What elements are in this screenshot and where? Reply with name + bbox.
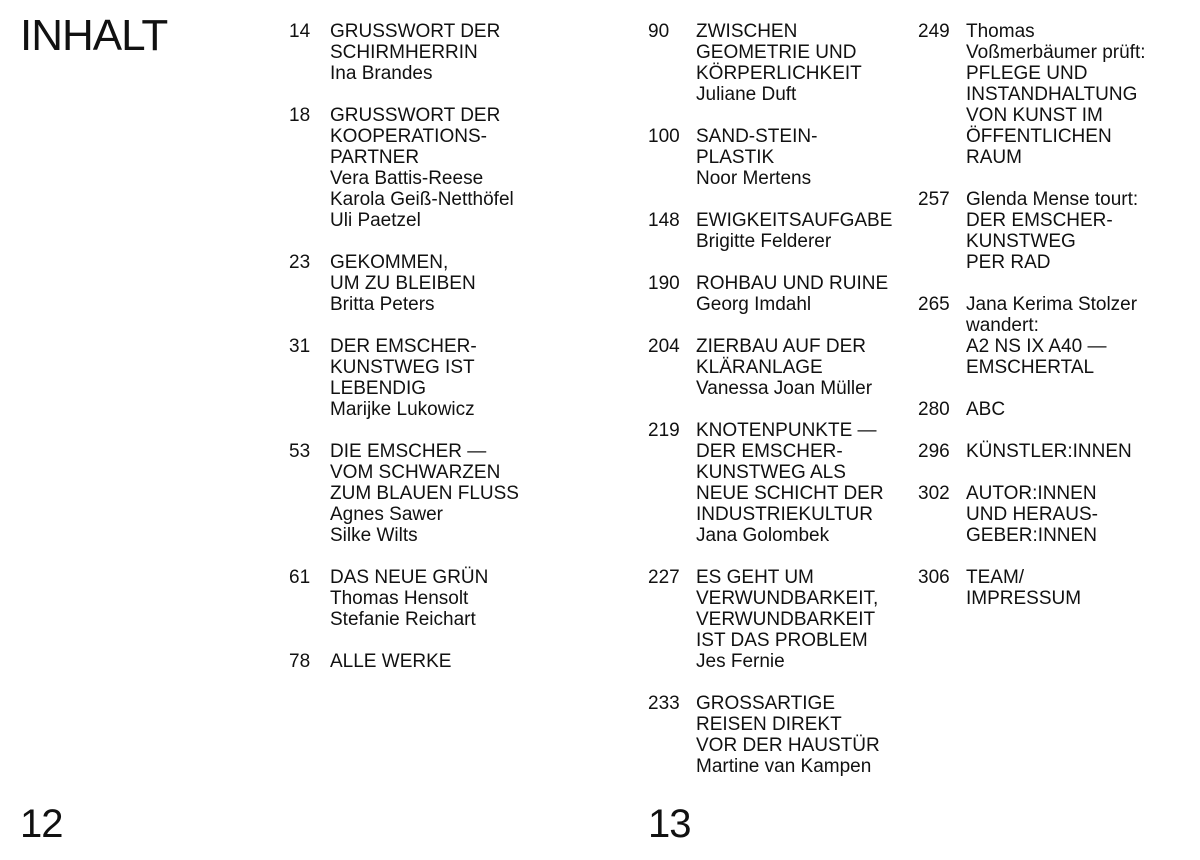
toc-page-number: 233 (648, 693, 680, 714)
toc-title: TEAM/ IMPRESSUM (966, 567, 1082, 609)
toc-author: Georg Imdahl (696, 294, 812, 315)
page-title: INHALT (20, 11, 168, 60)
toc-entry-body (966, 483, 1193, 546)
toc-author: Vera Battis-Reese (330, 168, 484, 189)
toc-page-number: 249 (918, 21, 950, 42)
toc-entry-body (330, 252, 589, 315)
toc-author: Marijke Lukowicz (330, 399, 475, 420)
toc-author: Martine van Kampen (696, 756, 872, 777)
toc-title: SAND-STEIN- PLASTIK (696, 126, 818, 168)
toc-entry-body (696, 420, 918, 546)
toc-entry (918, 567, 1193, 609)
toc-entry-body (696, 336, 918, 399)
toc-entry (648, 567, 918, 672)
toc-entry-body (330, 441, 589, 546)
toc-entry (918, 21, 1193, 168)
toc-entry-body (696, 693, 918, 777)
toc-page-number: 219 (648, 420, 680, 441)
toc-author: Britta Peters (330, 294, 435, 315)
toc-column-3 (918, 21, 1193, 630)
toc-entry (648, 336, 918, 399)
toc-page-number: 18 (289, 105, 311, 126)
page-number-right: 13 (648, 802, 691, 846)
toc-entry (289, 252, 589, 315)
toc-title: ES GEHT UM VERWUNDBARKEIT, VERWUNDBARKEIT IST DAS PROBLEM (696, 567, 879, 651)
toc-column-2 (648, 21, 918, 798)
toc-column-1 (289, 21, 589, 693)
toc-author: Stefanie Reichart (330, 609, 476, 630)
toc-entry (289, 441, 589, 546)
toc-page-number: 227 (648, 567, 680, 588)
toc-author: Vanessa Joan Müller (696, 378, 873, 399)
toc-entry (289, 651, 589, 672)
toc-entry-body (330, 21, 589, 84)
toc-author: Jes Fernie (696, 651, 785, 672)
toc-page-number: 306 (918, 567, 950, 588)
toc-title: ZIERBAU AUF DER KLÄRANLAGE (696, 336, 866, 378)
toc-page-number: 148 (648, 210, 680, 231)
toc-page-number: 61 (289, 567, 311, 588)
toc-entry-body (696, 21, 918, 105)
page-number-left: 12 (20, 802, 63, 846)
toc-author: Ina Brandes (330, 63, 433, 84)
toc-title: GROSSARTIGE REISEN DIREKT VOR DER HAUSTÜR (696, 693, 880, 756)
toc-author: Agnes Sawer (330, 504, 444, 525)
toc-title: Glenda Mense tourt: DER EMSCHER- KUNSTWEG PER RAD (966, 189, 1139, 273)
toc-author: Karola Geiß-Netthöfel (330, 189, 514, 210)
toc-entry-body (330, 651, 589, 672)
toc-title: ABC (966, 399, 1006, 420)
toc-page-number: 53 (289, 441, 311, 462)
toc-author: Silke Wilts (330, 525, 418, 546)
toc-title: ZWISCHEN GEOMETRIE UND KÖRPERLICHKEIT (696, 21, 862, 84)
toc-entry (918, 441, 1193, 462)
toc-entry-body (330, 105, 589, 231)
toc-entry-body (330, 336, 589, 420)
toc-title: KÜNSTLER:INNEN (966, 441, 1132, 462)
toc-title: ROHBAU UND RUINE (696, 273, 889, 294)
toc-page-number: 280 (918, 399, 950, 420)
toc-entry (289, 21, 589, 84)
toc-entry-body (966, 189, 1193, 273)
toc-entry-body (696, 567, 918, 672)
toc-author: Uli Paetzel (330, 210, 421, 231)
toc-author: Noor Mertens (696, 168, 812, 189)
toc-title: GRUSSWORT DER SCHIRMHERRIN (330, 21, 501, 63)
toc-page-number: 31 (289, 336, 311, 357)
toc-entry-body (696, 210, 918, 252)
toc-title: DIE EMSCHER — VOM SCHWARZEN ZUM BLAUEN FLUSS (330, 441, 519, 504)
toc-page-number: 23 (289, 252, 311, 273)
toc-title: GEKOMMEN, UM ZU BLEIBEN (330, 252, 476, 294)
toc-page-number: 14 (289, 21, 311, 42)
toc-title: GRUSSWORT DER KOOPERATIONS- PARTNER (330, 105, 501, 168)
toc-entry (648, 210, 918, 252)
toc-entry (648, 273, 918, 315)
toc-title: AUTOR:INNEN UND HERAUS- GEBER:INNEN (966, 483, 1098, 546)
toc-title: ALLE WERKE (330, 651, 452, 672)
toc-entry-body (966, 399, 1193, 420)
toc-page-number: 90 (648, 21, 670, 42)
toc-page-number: 257 (918, 189, 950, 210)
toc-page-number: 100 (648, 126, 680, 147)
toc-entry (918, 399, 1193, 420)
toc-page-number: 302 (918, 483, 950, 504)
toc-author: Brigitte Felderer (696, 231, 832, 252)
toc-entry (289, 567, 589, 630)
toc-page-number: 78 (289, 651, 311, 672)
toc-title: Jana Kerima Stolzer wandert: A2 NS IX A40 — EMSCHERTAL (966, 294, 1138, 378)
toc-entry (289, 336, 589, 420)
toc-entry (918, 189, 1193, 273)
toc-entry-body (966, 21, 1193, 168)
toc-title: KNOTENPUNKTE — DER EMSCHER- KUNSTWEG ALS NEUE SCHICHT DER INDUSTRIEKULTUR (696, 420, 884, 525)
toc-author: Juliane Duft (696, 84, 797, 105)
toc-title: DAS NEUE GRÜN (330, 567, 489, 588)
toc-entry (289, 105, 589, 231)
toc-entry-body (966, 294, 1193, 378)
toc-entry (918, 483, 1193, 546)
toc-entry (648, 126, 918, 189)
toc-entry (648, 21, 918, 105)
toc-page-number: 296 (918, 441, 950, 462)
toc-entry-body (966, 441, 1193, 462)
toc-entry-body (696, 126, 918, 189)
toc-entry-body (696, 273, 918, 315)
toc-page-number: 265 (918, 294, 950, 315)
toc-author: Thomas Hensolt (330, 588, 469, 609)
toc-author: Jana Golombek (696, 525, 830, 546)
toc-title: DER EMSCHER- KUNSTWEG IST LEBENDIG (330, 336, 477, 399)
toc-entry (648, 420, 918, 546)
toc-entry (648, 693, 918, 777)
toc-entry-body (966, 567, 1193, 609)
toc-title: EWIGKEITSAUFGABE (696, 210, 893, 231)
toc-entry (918, 294, 1193, 378)
toc-title: Thomas Voßmerbäumer prüft: PFLEGE UND INSTANDHALTUNG VON KUNST IM ÖFFENTLICHEN RAUM (966, 21, 1146, 168)
toc-page-number: 190 (648, 273, 680, 294)
toc-page-number: 204 (648, 336, 680, 357)
toc-entry-body (330, 567, 589, 630)
